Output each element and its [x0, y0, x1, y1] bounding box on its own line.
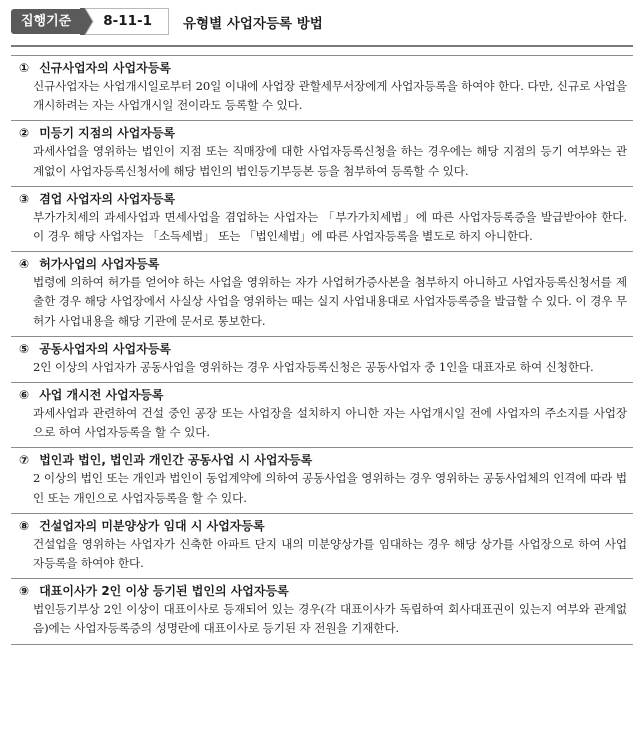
item-body: 2 이상의 법인 또는 개인과 법인이 동업계약에 의하여 공동사업을 영위하는 경우 영위하는 공동사업체의 인격에 따라 법인 또는 개인으로 사업자등록을 할 수 있다. — [33, 471, 627, 505]
header-divider — [11, 45, 633, 47]
item-heading — [19, 518, 627, 534]
item-title: 건설업자의 미분양상가 임대 시 사업자등록 — [39, 518, 265, 533]
item-title: 사업 개시전 사업자등록 — [39, 388, 164, 403]
item-body: 신규사업자는 사업개시일로부터 20일 이내에 사업장 관할세무서장에게 사업자등록을 하여야 한다. 다만, 신규로 사업을 개시하려는 자는 사업개시일 전이라도 등록할 수 있다. — [33, 79, 627, 113]
item-heading — [19, 125, 627, 141]
item-body: 법인등기부상 2인 이상이 대표이사로 등재되어 있는 경우(각 대표이사가 독립하여 회사대표권이 있는지 여부와 관계없음)에는 사업자등록증의 성명란에 대표이사로 등기된 자 전원을 기재한다. — [33, 602, 627, 636]
item-title: 대표이사가 2인 이상 등기된 법인의 사업자등록 — [39, 584, 289, 599]
list-item — [11, 336, 633, 382]
rule-code-box — [81, 8, 169, 35]
item-number: ③ — [19, 191, 30, 206]
rule-code: 8-11-1 — [103, 13, 153, 29]
item-heading — [19, 452, 627, 468]
rule-list — [11, 55, 633, 645]
list-item — [11, 55, 633, 120]
item-title: 미등기 지점의 사업자등록 — [39, 126, 176, 141]
item-number: ⑥ — [19, 388, 30, 403]
list-item — [11, 186, 633, 251]
item-body: 법령에 의하여 허가를 얻어야 하는 사업을 영위하는 자가 사업허가증사본을 첨부하지 아니하고 사업자등록신청서를 제출한 경우 해당 사업장에서 사실상 사업을 영위하는 때는 실지 사업내용대로 사업자등록증을 발급할 수 있다. 이 경우 무허가 사업내용을 해당 기관에 문서로 통보한다. — [33, 275, 627, 328]
item-number: ② — [19, 126, 30, 141]
item-number: ⑧ — [19, 518, 30, 533]
item-title: 겸업 사업자의 사업자등록 — [39, 191, 176, 206]
item-title: 허가사업의 사업자등록 — [39, 257, 160, 272]
item-number: ⑨ — [19, 584, 30, 599]
list-item — [11, 120, 633, 185]
item-body: 과세사업과 관련하여 건설 중인 공장 또는 사업장을 설치하지 아니한 자는 사업개시일 전에 사업자의 주소지를 사업장으로 하여 사업자등록을 할 수 있다. — [33, 406, 627, 440]
item-number: ⑤ — [19, 341, 30, 356]
item-heading — [19, 256, 627, 272]
item-heading — [19, 583, 627, 599]
item-number: ⑦ — [19, 453, 30, 468]
item-body: 부가가치세의 과세사업과 면세사업을 겸업하는 사업자는 「부가가치세법」에 따른 사업자등록증을 발급받아야 한다. 이 경우 해당 사업자는 「소득세법」 또는 「법인세법」에 따른 사업자등록을 별도로 하지 아니한다. — [33, 209, 627, 244]
item-heading — [19, 191, 627, 207]
item-title: 법인과 법인, 법인과 개인간 공동사업 시 사업자등록 — [39, 453, 313, 468]
item-heading — [19, 341, 627, 357]
item-heading — [19, 387, 627, 403]
item-body: 건설업을 영위하는 사업자가 신축한 아파트 단지 내의 미분양상가를 임대하는 경우 해당 상가를 사업장으로 하여 사업자등록을 하여야 한다. — [33, 536, 627, 571]
item-number: ① — [19, 61, 30, 75]
list-item — [11, 513, 633, 578]
list-item — [11, 578, 633, 644]
item-number: ④ — [19, 257, 30, 272]
category-tag: 집행기준 — [11, 9, 81, 34]
list-item — [11, 251, 633, 336]
item-heading — [19, 60, 627, 76]
section-header — [11, 8, 323, 35]
item-body: 2인 이상의 사업자가 공동사업을 영위하는 경우 사업자등록신청은 공동사업자 중 1인을 대표자로 하여 신청한다. — [33, 359, 594, 374]
item-body: 과세사업을 영위하는 법인이 지점 또는 직매장에 대한 사업자등록신청을 하는 경우에는 해당 지점의 등기 여부와는 관계없이 사업자등록신청서에 해당 법인의 법인등기부등본 등을 첨부하여 등록할 수 있다. — [33, 144, 627, 178]
item-title: 공동사업자의 사업자등록 — [39, 341, 171, 356]
item-title: 신규사업자의 사업자등록 — [39, 61, 171, 75]
chevron-right-icon — [80, 8, 94, 35]
list-item — [11, 447, 633, 512]
page-title: 유형별 사업자등록 방법 — [183, 15, 323, 32]
list-item — [11, 382, 633, 447]
